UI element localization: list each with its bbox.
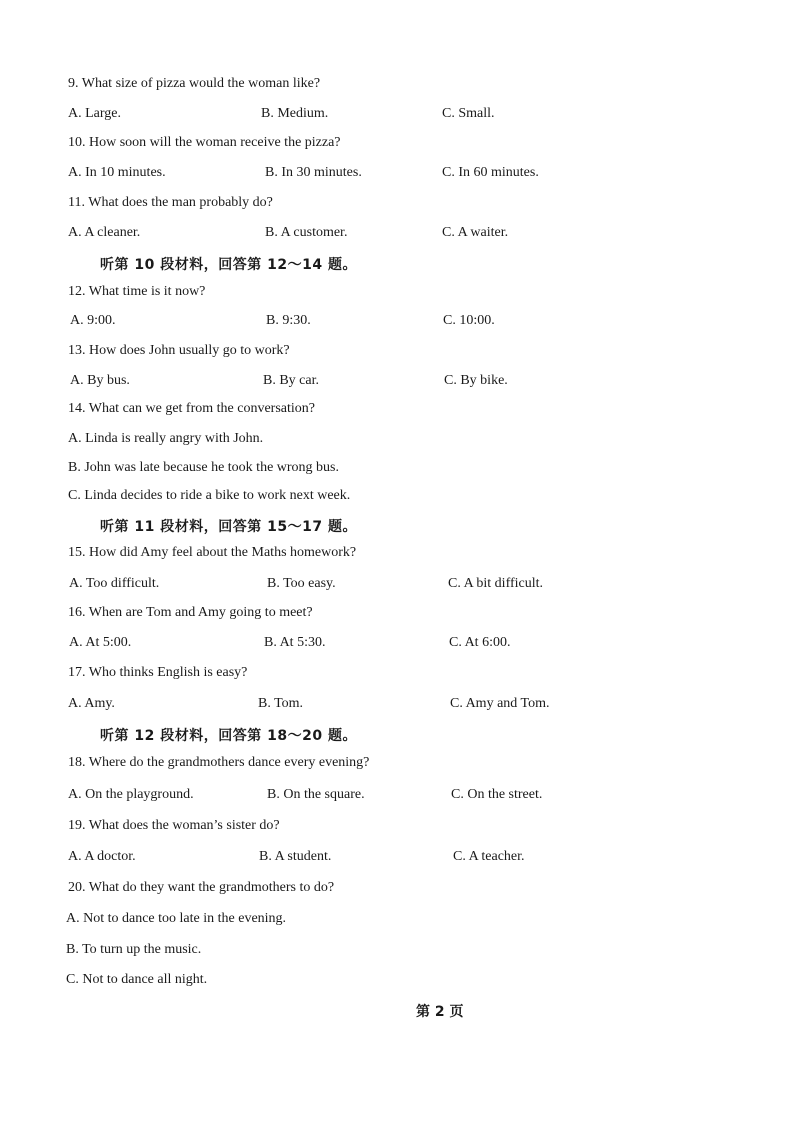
option-b: B. By car. <box>263 373 319 388</box>
option-a: A. In 10 minutes. <box>68 165 166 180</box>
options-19 <box>68 849 628 869</box>
option-c: C. Not to dance all night. <box>66 972 208 987</box>
option-c: C. 10:00. <box>443 313 495 328</box>
options-12 <box>68 313 628 333</box>
option-b: B. 9:30. <box>266 313 311 328</box>
option-c: C. Linda decides to ride a bike to work next week. <box>68 488 351 503</box>
option-a: A. At 5:00. <box>69 635 132 650</box>
option-b: B. A customer. <box>265 225 348 240</box>
option-c: C. At 6:00. <box>449 635 511 650</box>
options-11 <box>68 225 628 245</box>
option-b: B. In 30 minutes. <box>265 165 362 180</box>
option-b: B. Medium. <box>261 106 329 121</box>
options-13 <box>68 373 628 393</box>
option-a: A. By bus. <box>70 373 130 388</box>
option-c: C. Small. <box>442 106 495 121</box>
question-12: 12. What time is it now? <box>68 284 206 299</box>
question-10: 10. How soon will the woman receive the pizza? <box>68 135 341 150</box>
options-15 <box>68 576 628 596</box>
option-a: A. On the playground. <box>68 787 194 802</box>
question-14: 14. What can we get from the conversation? <box>68 401 315 416</box>
options-10 <box>68 165 628 185</box>
options-17 <box>68 696 628 716</box>
question-17: 17. Who thinks English is easy? <box>68 665 248 680</box>
option-b: B. Tom. <box>258 696 304 711</box>
option-c: C. A teacher. <box>453 849 525 864</box>
option-c: C. By bike. <box>444 373 508 388</box>
options-18 <box>68 787 628 807</box>
question-9: 9. What size of pizza would the woman like? <box>68 76 321 91</box>
question-18: 18. Where do the grandmothers dance every evening? <box>68 755 370 770</box>
page-number: 第 2 页 <box>416 1004 464 1020</box>
option-b: B. A student. <box>259 849 332 864</box>
options-9 <box>68 106 628 126</box>
option-b: B. On the square. <box>267 787 365 802</box>
option-c: C. A waiter. <box>442 225 509 240</box>
options-16 <box>68 635 628 655</box>
section-heading-11: 听第 11 段材料，回答第 15～17 题。 <box>100 519 357 535</box>
option-c: C. Amy and Tom. <box>450 696 550 711</box>
option-b: B. At 5:30. <box>264 635 326 650</box>
question-16: 16. When are Tom and Amy going to meet? <box>68 605 313 620</box>
question-20: 20. What do they want the grandmothers to do? <box>68 880 335 895</box>
option-a: A. Large. <box>68 106 121 121</box>
option-a: A. A cleaner. <box>68 225 141 240</box>
option-a: A. Not to dance too late in the evening. <box>66 911 287 926</box>
option-a: A. Too difficult. <box>69 576 160 591</box>
question-19: 19. What does the woman’s sister do? <box>68 818 280 833</box>
question-13: 13. How does John usually go to work? <box>68 343 290 358</box>
option-b: B. To turn up the music. <box>66 942 202 957</box>
option-b: B. Too easy. <box>267 576 336 591</box>
option-a: A. 9:00. <box>70 313 116 328</box>
option-c: C. A bit difficult. <box>448 576 544 591</box>
question-15: 15. How did Amy feel about the Maths homework? <box>68 545 357 560</box>
option-a: A. Linda is really angry with John. <box>68 431 264 446</box>
option-a: A. A doctor. <box>68 849 136 864</box>
section-heading-12: 听第 12 段材料，回答第 18～20 题。 <box>100 728 357 744</box>
section-heading-10: 听第 10 段材料，回答第 12～14 题。 <box>100 257 357 273</box>
option-c: C. In 60 minutes. <box>442 165 539 180</box>
option-a: A. Amy. <box>68 696 115 711</box>
option-c: C. On the street. <box>451 787 543 802</box>
option-b: B. John was late because he took the wrong bus. <box>68 460 339 475</box>
question-11: 11. What does the man probably do? <box>68 195 273 210</box>
